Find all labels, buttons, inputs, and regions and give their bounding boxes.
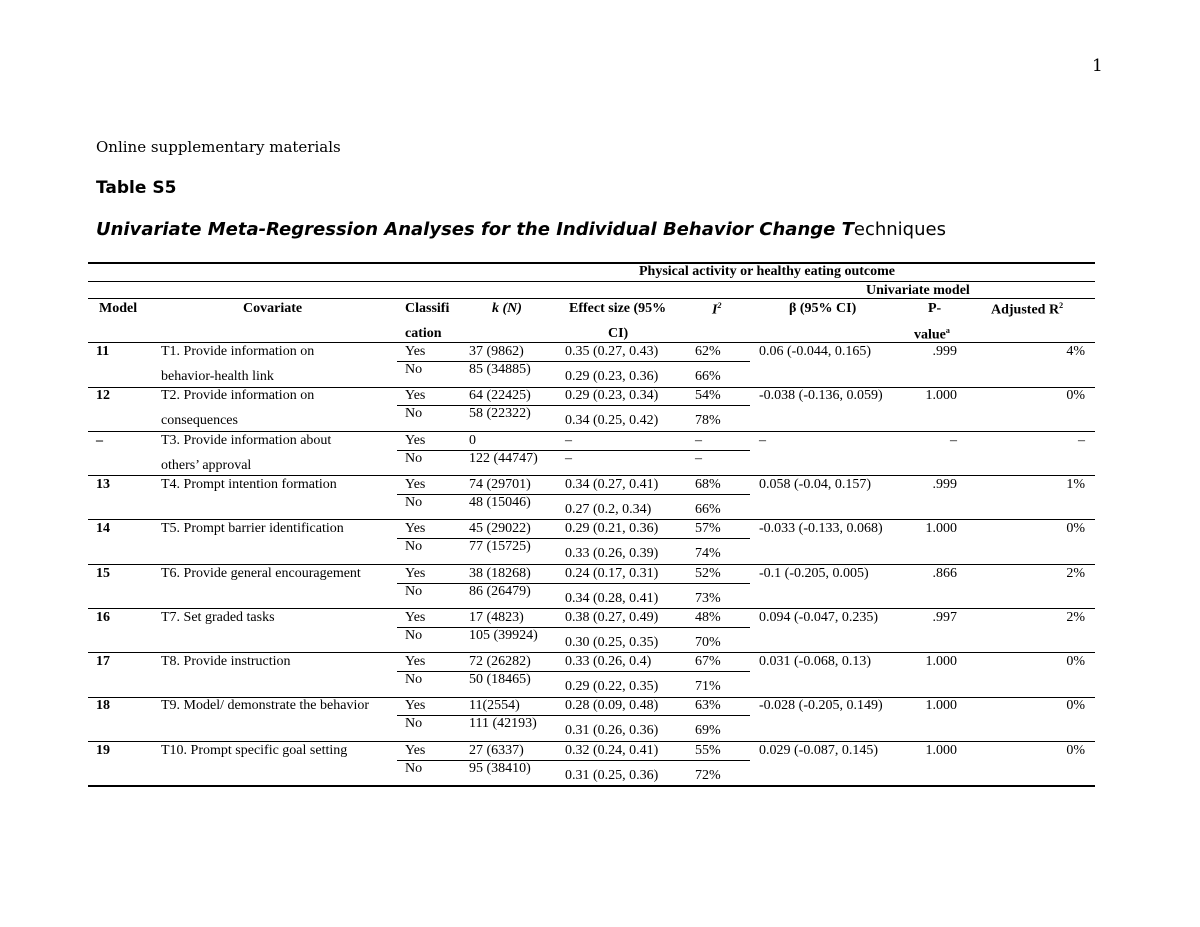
- row-model: 11: [96, 344, 110, 359]
- row-yes-label: Yes: [405, 743, 426, 758]
- row-adjusted-r2: –: [1078, 433, 1085, 448]
- row-no-k: 105 (39924): [469, 628, 538, 643]
- header-subgroup: Univariate model: [866, 283, 970, 298]
- row-no-i2: 78%: [695, 413, 721, 428]
- table-top-rule: [88, 262, 1095, 264]
- row-separator: [88, 431, 1095, 432]
- row-no-label: No: [405, 761, 423, 776]
- row-yes-effect: 0.32 (0.24, 0.41): [565, 743, 659, 758]
- header-covariate: Covariate: [243, 301, 303, 316]
- row-no-i2: 66%: [695, 502, 721, 517]
- row-yes-k: 64 (22425): [469, 388, 531, 403]
- row-yes-k: 74 (29701): [469, 477, 531, 492]
- row-yes-k: 45 (29022): [469, 521, 531, 536]
- row-yes-effect: 0.35 (0.27, 0.43): [565, 344, 659, 359]
- row-pvalue: 1.000: [925, 388, 957, 403]
- row-covariate: T2. Provide information on: [161, 388, 315, 403]
- row-yes-label: Yes: [405, 344, 426, 359]
- row-beta: 0.029 (-0.087, 0.145): [759, 743, 878, 758]
- row-no-k: 77 (15725): [469, 539, 531, 554]
- row-yes-rule: [397, 760, 750, 761]
- row-no-label: No: [405, 672, 423, 687]
- row-no-k: 111 (42193): [469, 716, 537, 731]
- row-yes-label: Yes: [405, 388, 426, 403]
- row-yes-rule: [397, 715, 750, 716]
- row-beta: 0.094 (-0.047, 0.235): [759, 610, 878, 625]
- row-yes-effect: –: [565, 433, 572, 448]
- row-yes-rule: [397, 627, 750, 628]
- row-model: 17: [96, 654, 110, 669]
- header-i2: [712, 302, 721, 318]
- row-yes-effect: 0.38 (0.27, 0.49): [565, 610, 659, 625]
- row-yes-effect: 0.29 (0.21, 0.36): [565, 521, 659, 536]
- row-no-effect: 0.31 (0.26, 0.36): [565, 723, 659, 738]
- header-pvalue-2: [914, 327, 950, 343]
- row-yes-i2: 57%: [695, 521, 721, 536]
- row-no-i2: 72%: [695, 768, 721, 783]
- row-yes-i2: 68%: [695, 477, 721, 492]
- row-covariate: T3. Provide information about: [161, 433, 332, 448]
- row-covariate: T7. Set graded tasks: [161, 610, 275, 625]
- row-no-effect: 0.29 (0.23, 0.36): [565, 369, 659, 384]
- row-adjusted-r2: 0%: [1066, 654, 1085, 669]
- row-no-i2: 74%: [695, 546, 721, 561]
- row-pvalue: .999: [932, 344, 957, 359]
- row-no-i2: 73%: [695, 591, 721, 606]
- row-no-label: No: [405, 539, 423, 554]
- row-adjusted-r2: 0%: [1066, 698, 1085, 713]
- row-covariate: T10. Prompt specific goal setting: [161, 743, 348, 758]
- row-no-label: No: [405, 584, 423, 599]
- row-yes-label: Yes: [405, 610, 426, 625]
- row-beta: -0.028 (-0.205, 0.149): [759, 698, 883, 713]
- row-yes-i2: 67%: [695, 654, 721, 669]
- row-covariate: T1. Provide information on: [161, 344, 315, 359]
- row-no-i2: –: [695, 451, 702, 466]
- row-pvalue: .866: [932, 566, 957, 581]
- row-model: 15: [96, 566, 110, 581]
- table-bottom-rule: [88, 785, 1095, 787]
- row-model: 19: [96, 743, 110, 758]
- row-no-i2: 66%: [695, 369, 721, 384]
- row-no-i2: 69%: [695, 723, 721, 738]
- row-model: 13: [96, 477, 110, 492]
- row-yes-k: 11(2554): [469, 698, 520, 713]
- row-beta: -0.1 (-0.205, 0.005): [759, 566, 869, 581]
- row-covariate-cont: others’ approval: [161, 458, 252, 473]
- row-yes-label: Yes: [405, 698, 426, 713]
- row-covariate: T4. Prompt intention formation: [161, 477, 337, 492]
- row-model: 12: [96, 388, 110, 403]
- row-adjusted-r2: 4%: [1066, 344, 1085, 359]
- row-beta: 0.06 (-0.044, 0.165): [759, 344, 871, 359]
- row-no-k: 85 (34885): [469, 362, 531, 377]
- row-yes-i2: –: [695, 433, 702, 448]
- row-no-i2: 71%: [695, 679, 721, 694]
- header-pvalue-1: P-: [928, 301, 942, 316]
- row-yes-rule: [397, 583, 750, 584]
- row-yes-k: 37 (9862): [469, 344, 524, 359]
- row-yes-label: Yes: [405, 654, 426, 669]
- page-number: 1: [1092, 56, 1103, 76]
- row-yes-rule: [397, 361, 750, 362]
- row-no-label: No: [405, 362, 423, 377]
- table-label: Table S5: [96, 178, 177, 198]
- row-no-k: 48 (15046): [469, 495, 531, 510]
- header-group: Physical activity or healthy eating outcome: [639, 264, 895, 279]
- row-yes-k: 38 (18268): [469, 566, 531, 581]
- row-covariate-cont: behavior-health link: [161, 369, 274, 384]
- row-yes-i2: 52%: [695, 566, 721, 581]
- row-pvalue: 1.000: [925, 654, 957, 669]
- row-beta: -0.033 (-0.133, 0.068): [759, 521, 883, 536]
- row-no-effect: 0.29 (0.22, 0.35): [565, 679, 659, 694]
- row-no-label: No: [405, 495, 423, 510]
- row-yes-i2: 55%: [695, 743, 721, 758]
- row-yes-label: Yes: [405, 433, 426, 448]
- row-no-effect: 0.33 (0.26, 0.39): [565, 546, 659, 561]
- table-title-rest: echniques: [853, 219, 946, 240]
- supplement-title: Online supplementary materials: [96, 138, 341, 156]
- row-yes-effect: 0.34 (0.27, 0.41): [565, 477, 659, 492]
- row-no-k: 50 (18465): [469, 672, 531, 687]
- header-adjusted-r2: [991, 302, 1063, 318]
- header-pvalue-sup: a: [945, 326, 950, 335]
- row-yes-effect: 0.24 (0.17, 0.31): [565, 566, 659, 581]
- row-separator: [88, 608, 1095, 609]
- row-pvalue: .997: [932, 610, 957, 625]
- row-no-effect: 0.34 (0.28, 0.41): [565, 591, 659, 606]
- header-model: Model: [99, 301, 138, 316]
- header-i2-sup: 2: [717, 301, 722, 310]
- row-separator: [88, 519, 1095, 520]
- row-yes-effect: 0.33 (0.26, 0.4): [565, 654, 652, 669]
- row-adjusted-r2: 1%: [1066, 477, 1085, 492]
- row-beta: -0.038 (-0.136, 0.059): [759, 388, 883, 403]
- header-k: k (N): [492, 301, 522, 316]
- header-classification-2: cation: [405, 326, 442, 341]
- row-model: 16: [96, 610, 110, 625]
- row-yes-k: 72 (26282): [469, 654, 531, 669]
- row-yes-rule: [397, 538, 750, 539]
- row-no-label: No: [405, 406, 423, 421]
- row-pvalue: 1.000: [925, 521, 957, 536]
- header-i2-label: I: [712, 302, 718, 318]
- row-yes-k: 27 (6337): [469, 743, 524, 758]
- row-yes-effect: 0.29 (0.23, 0.34): [565, 388, 659, 403]
- row-yes-label: Yes: [405, 521, 426, 536]
- header-classification-1: Classifi: [405, 301, 450, 316]
- row-no-effect: 0.31 (0.25, 0.36): [565, 768, 659, 783]
- header-pvalue-label: value: [914, 327, 946, 343]
- row-yes-k: 17 (4823): [469, 610, 524, 625]
- header-adjusted-r2-sup: 2: [1059, 301, 1064, 310]
- row-yes-rule: [397, 405, 750, 406]
- row-pvalue: 1.000: [925, 698, 957, 713]
- row-yes-effect: 0.28 (0.09, 0.48): [565, 698, 659, 713]
- row-yes-i2: 54%: [695, 388, 721, 403]
- row-no-k: 86 (26479): [469, 584, 531, 599]
- row-model: 14: [96, 521, 110, 536]
- row-no-effect: –: [565, 451, 572, 466]
- header-effect-1: Effect size (95%: [569, 301, 667, 316]
- row-yes-rule: [397, 494, 750, 495]
- subgroup-rule: [88, 298, 1095, 299]
- row-yes-label: Yes: [405, 477, 426, 492]
- row-model: 18: [96, 698, 110, 713]
- row-no-k: 58 (22322): [469, 406, 531, 421]
- row-covariate: T8. Provide instruction: [161, 654, 291, 669]
- row-adjusted-r2: 2%: [1066, 566, 1085, 581]
- row-no-effect: 0.27 (0.2, 0.34): [565, 502, 652, 517]
- row-adjusted-r2: 2%: [1066, 610, 1085, 625]
- row-covariate: T6. Provide general encouragement: [161, 566, 361, 581]
- row-adjusted-r2: 0%: [1066, 388, 1085, 403]
- row-separator: [88, 652, 1095, 653]
- row-no-effect: 0.30 (0.25, 0.35): [565, 635, 659, 650]
- row-yes-i2: 48%: [695, 610, 721, 625]
- row-separator: [88, 564, 1095, 565]
- header-adjusted-r2-label: Adjusted R: [991, 302, 1060, 318]
- row-pvalue: –: [950, 433, 957, 448]
- row-no-label: No: [405, 716, 423, 731]
- group-rule: [88, 281, 1095, 282]
- row-beta: –: [759, 433, 766, 448]
- row-yes-rule: [397, 671, 750, 672]
- row-beta: 0.058 (-0.04, 0.157): [759, 477, 871, 492]
- row-covariate: T9. Model/ demonstrate the behavior: [161, 698, 369, 713]
- row-covariate-cont: consequences: [161, 413, 238, 428]
- row-yes-label: Yes: [405, 566, 426, 581]
- row-separator: [88, 475, 1095, 476]
- row-no-label: No: [405, 628, 423, 643]
- row-no-effect: 0.34 (0.25, 0.42): [565, 413, 659, 428]
- row-yes-k: 0: [469, 433, 476, 448]
- row-yes-i2: 63%: [695, 698, 721, 713]
- row-beta: 0.031 (-0.068, 0.13): [759, 654, 871, 669]
- row-yes-i2: 62%: [695, 344, 721, 359]
- row-adjusted-r2: 0%: [1066, 743, 1085, 758]
- row-pvalue: .999: [932, 477, 957, 492]
- table-title-bold: Univariate Meta-Regression Analyses for the Individual Behavior Change T: [96, 219, 854, 240]
- row-model: –: [96, 433, 103, 448]
- row-pvalue: 1.000: [925, 743, 957, 758]
- row-no-k: 122 (44747): [469, 451, 538, 466]
- row-separator: [88, 741, 1095, 742]
- row-no-label: No: [405, 451, 423, 466]
- header-effect-2: CI): [608, 326, 629, 341]
- row-adjusted-r2: 0%: [1066, 521, 1085, 536]
- header-beta: β (95% CI): [789, 301, 857, 316]
- row-covariate: T5. Prompt barrier identification: [161, 521, 344, 536]
- row-no-k: 95 (38410): [469, 761, 531, 776]
- row-no-i2: 70%: [695, 635, 721, 650]
